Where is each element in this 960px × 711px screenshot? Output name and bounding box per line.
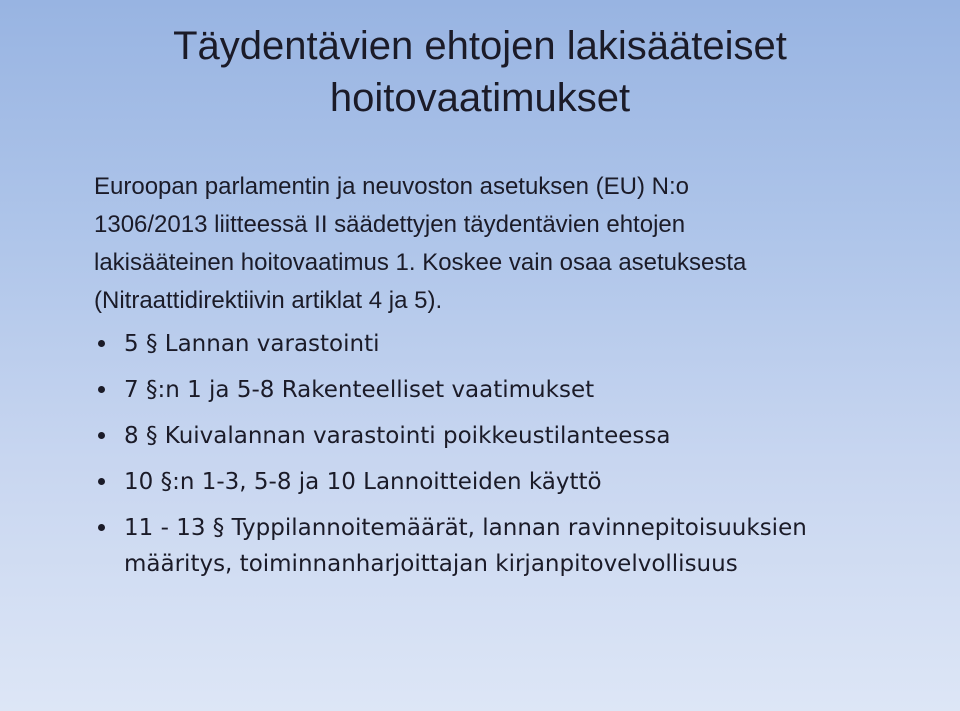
bullet-icon — [98, 478, 105, 485]
bullet-item — [94, 510, 934, 582]
bullet-text: 8 § Kuivalannan varastointi poikkeustilanteessa — [124, 423, 671, 449]
bullet-item — [94, 464, 934, 500]
slide-title-line: hoitovaatimukset — [329, 76, 631, 120]
slide-title-line: Täydentävien ehtojen lakisääteiset — [173, 24, 787, 68]
intro-line: Euroopan parlamentin ja neuvoston asetuksen (EU) N:o — [94, 173, 690, 200]
bullet-item — [94, 418, 934, 454]
bullet-text: määritys, toiminnanharjoittajan kirjanpitovelvollisuus — [124, 551, 738, 577]
bullet-list — [94, 326, 934, 592]
intro-line: (Nitraattidirektiivin artiklat 4 ja 5). — [94, 287, 443, 314]
intro-paragraph — [94, 168, 914, 320]
bullet-text: 11 - 13 § Typpilannoitemäärät, lannan ravinnepitoisuuksien — [124, 515, 807, 541]
bullet-item — [94, 326, 934, 362]
intro-line: 1306/2013 liitteessä II säädettyjen täydentävien ehtojen — [94, 211, 686, 238]
bullet-icon — [98, 524, 105, 531]
bullet-text: 5 § Lannan varastointi — [124, 331, 380, 357]
bullet-text: 7 §:n 1 ja 5-8 Rakenteelliset vaatimukset — [124, 377, 595, 403]
slide-title — [60, 20, 900, 124]
intro-line: lakisääteinen hoitovaatimus 1. Koskee vain osaa asetuksesta — [94, 249, 747, 276]
bullet-item — [94, 372, 934, 408]
bullet-icon — [98, 432, 105, 439]
bullet-text: 10 §:n 1-3, 5-8 ja 10 Lannoitteiden käyttö — [124, 469, 602, 495]
bullet-icon — [98, 386, 105, 393]
bullet-icon — [98, 340, 105, 347]
